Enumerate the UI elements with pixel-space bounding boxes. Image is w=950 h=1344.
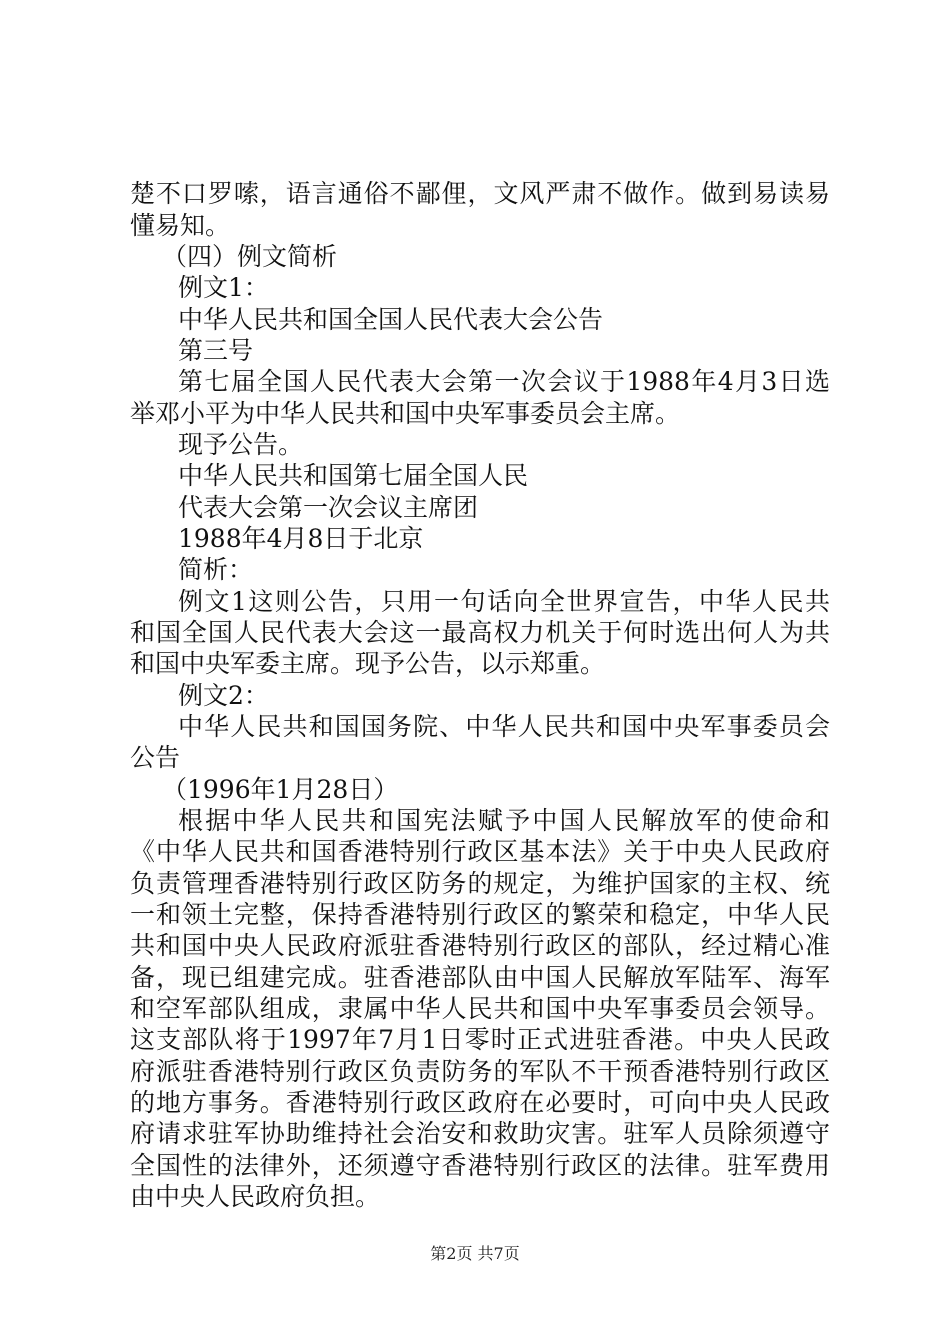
text-line: 备，现已组建完成。驻香港部队由中国人民解放军陆军、海军 xyxy=(130,963,830,992)
text-line: 府派驻香港特别行政区负责防务的军队不干预香港特别行政区 xyxy=(130,1057,830,1086)
text-line: 《中华人民共和国香港特别行政区基本法》关于中央人民政府 xyxy=(130,837,830,866)
text-line: 和空军部队组成，隶属中华人民共和国中央军事委员会领导。 xyxy=(130,994,830,1023)
notice-title: 公告 xyxy=(130,743,181,772)
text-line: 现予公告。 xyxy=(178,430,304,459)
text-line: 楚不口罗嗦，语言通俗不鄙俚，文风严肃不做作。做到易读易 xyxy=(130,179,830,208)
notice-number: 第三号 xyxy=(178,336,254,365)
example-label: 例文2： xyxy=(178,681,269,710)
signature-line: 中华人民共和国第七届全国人民 xyxy=(178,461,529,490)
analysis-label: 简析： xyxy=(178,555,254,584)
text-line: 第七届全国人民代表大会第一次会议于1988年4月3日选 xyxy=(178,367,830,396)
text-line: 府请求驻军协助维持社会治安和救助灾害。驻军人员除须遵守 xyxy=(130,1119,830,1148)
signature-line: 代表大会第一次会议主席团 xyxy=(178,493,479,522)
text-line: 的地方事务。香港特别行政区政府在必要时，可向中央人民政 xyxy=(130,1088,830,1117)
section-heading: （四）例文简析 xyxy=(162,242,338,271)
notice-title: 中华人民共和国国务院、中华人民共和国中央军事委员会 xyxy=(178,712,830,741)
text-line: 懂易知。 xyxy=(130,211,231,240)
text-line: 举邓小平为中华人民共和国中央军事委员会主席。 xyxy=(130,399,681,428)
page-footer: 第2页 共7页 xyxy=(430,1244,520,1263)
text-line: 这支部队将于1997年7月1日零时正式进驻香港。中央人民政 xyxy=(130,1025,830,1054)
text-line: 和国中央军委主席。现予公告，以示郑重。 xyxy=(130,649,606,678)
text-line: 全国性的法律外，还须遵守香港特别行政区的法律。驻军费用 xyxy=(130,1151,830,1180)
notice-title: 中华人民共和国全国人民代表大会公告 xyxy=(178,305,604,334)
text-line: 负责管理香港特别行政区防务的规定，为维护国家的主权、统 xyxy=(130,869,830,898)
text-line: 由中央人民政府负担。 xyxy=(130,1182,381,1211)
text-line: 例文1这则公告，只用一句话向全世界宣告，中华人民共 xyxy=(178,587,830,616)
example-label: 例文1： xyxy=(178,273,269,302)
date-line: 1988年4月8日于北京 xyxy=(178,524,424,553)
text-line: 一和领土完整，保持香港特别行政区的繁荣和稳定，中华人民 xyxy=(130,900,830,929)
text-line: 和国全国人民代表大会这一最高权力机关于何时选出何人为共 xyxy=(130,618,830,647)
text-line: 根据中华人民共和国宪法赋予中国人民解放军的使命和 xyxy=(178,806,830,835)
date-line: （1996年1月28日） xyxy=(162,775,399,804)
text-line: 共和国中央人民政府派驻香港特别行政区的部队，经过精心准 xyxy=(130,931,830,960)
